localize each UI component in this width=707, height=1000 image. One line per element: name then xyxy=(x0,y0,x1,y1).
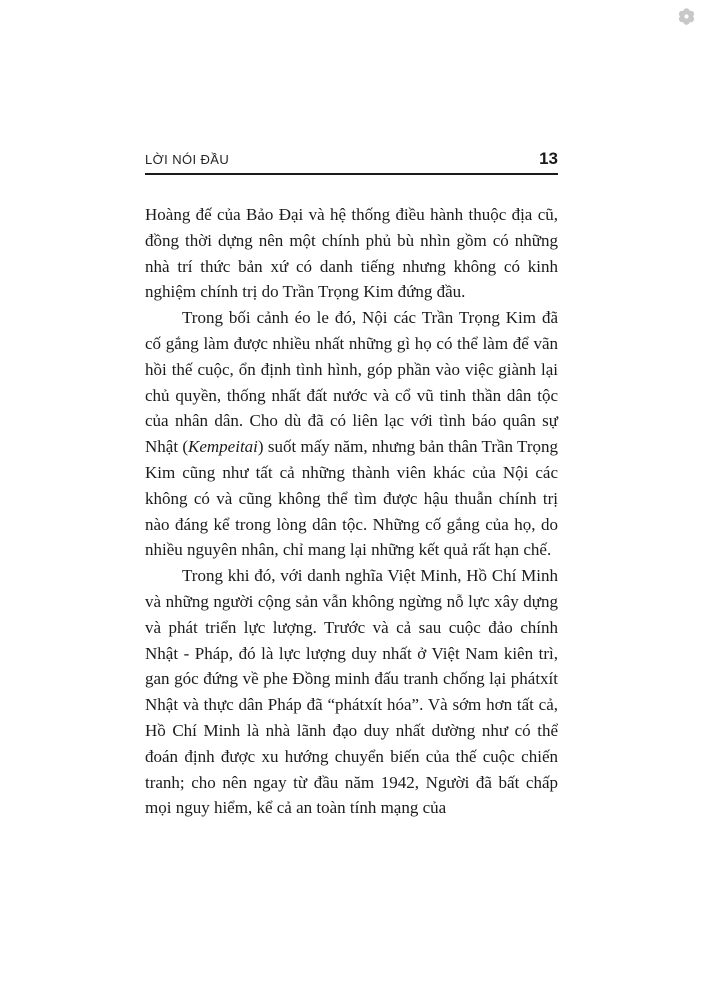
paragraph xyxy=(145,305,558,563)
running-header-title: LỜI NÓI ĐẦU xyxy=(145,152,230,167)
flower-icon xyxy=(677,7,696,26)
paragraph xyxy=(145,563,558,821)
paragraph-text: ) suốt mấy năm, nhưng bản thân Trần Trọng Kim cũng như tất cả những thành viên khác của Nội các không có và cũng không thể tìm được hậu thuẫn chính trị nào đáng kể trong lòng dân tộc. Những cố gắng của họ, do nhiều nguyên nhân, chỉ mang lại những kết quả rất hạn chế. xyxy=(145,437,558,560)
paragraph-text: Trong khi đó, với danh nghĩa Việt Minh, Hồ Chí Minh và những người cộng sản vẫn không ngừng nỗ lực xây dựng và phát triển lực lượng. Trước và cả sau cuộc đảo chính Nhật - Pháp, đó là lực lượng duy nhất ở Việt Nam kiên trì, gan góc đứng về phe Đồng minh đấu tranh chống lại phátxít Nhật và thực dân Pháp đã “phátxít hóa”. Và sớm hơn tất cả, Hồ Chí Minh là nhà lãnh đạo duy nhất dường như có thể đoán định được xu hướng chuyển biến của thế cuộc chiến tranh; cho nên ngay từ đầu năm 1942, Người đã bất chấp mọi nguy hiểm, kể cả an toàn tính mạng của xyxy=(145,566,558,818)
paragraph-text: Trong bối cảnh éo le đó, Nội các Trần Trọng Kim đã cố gắng làm được nhiều nhất những gì họ có thể làm để vãn hồi thế cuộc, ổn định tình hình, góp phần vào việc giành lại chủ quyền, thống nhất đất nước và cổ vũ tinh thần dân tộc của nhân dân. Cho dù đã có liên lạc với tình báo quân sự Nhật ( xyxy=(145,308,558,457)
paragraph-text: Hoàng đế của Bảo Đại và hệ thống điều hành thuộc địa cũ, đồng thời dựng nên một chính phủ bù nhìn gồm có những nhà trí thức bản xứ có danh tiếng nhưng không có kinh nghiệm chính trị do Trần Trọng Kim đứng đầu. xyxy=(145,205,558,302)
page-number: 13 xyxy=(539,149,558,168)
page-header xyxy=(145,150,558,175)
paragraph-text-italic: Kempeitai xyxy=(188,437,258,457)
paragraph xyxy=(145,202,558,305)
body-text xyxy=(145,202,558,821)
